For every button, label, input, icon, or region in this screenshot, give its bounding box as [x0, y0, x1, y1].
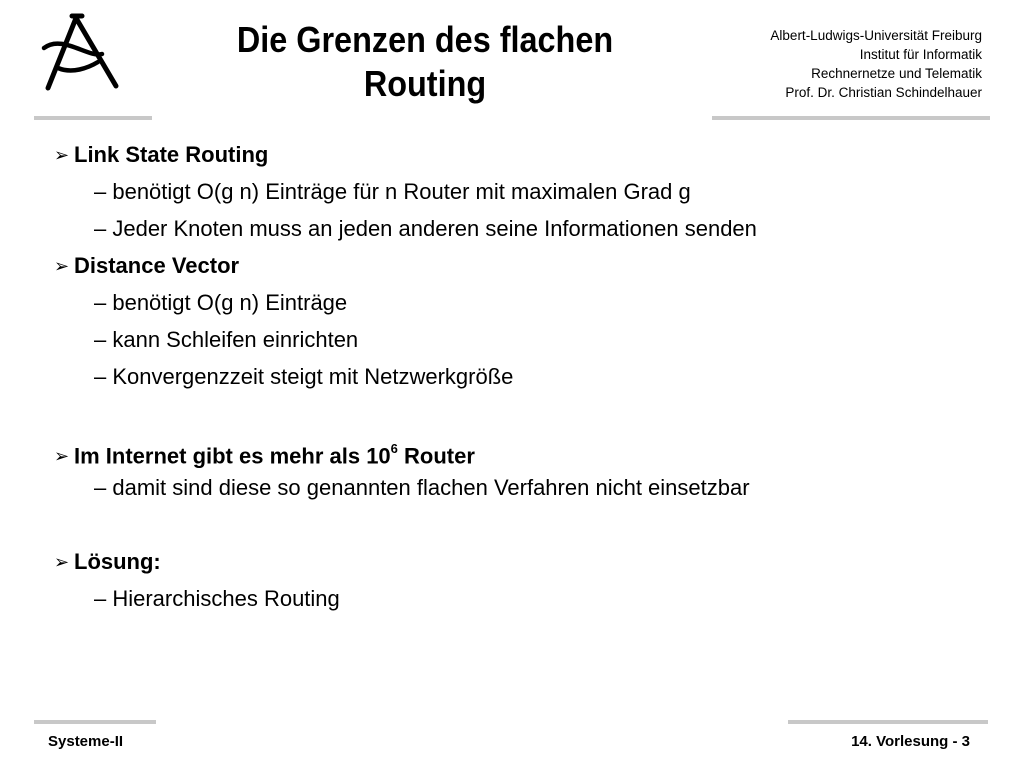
spacer	[54, 395, 994, 432]
footer-rule-left	[34, 720, 156, 724]
bullet-arrow-icon: ➢	[54, 145, 70, 165]
bullet-arrow-icon: ➢	[54, 256, 70, 276]
institution-line-4: Prof. Dr. Christian Schindelhauer	[785, 85, 982, 100]
institution-block	[770, 26, 982, 102]
title-line-1: Die Grenzen des flachen	[236, 19, 614, 60]
bullet-arrow-icon: ➢	[54, 446, 70, 467]
list-item: – kann Schleifen einrichten	[94, 327, 359, 352]
header-rule-right	[712, 116, 990, 120]
institution-line-3: Rechnernetze und Telematik	[811, 66, 982, 81]
section-heading-solution: ➢ Lösung:	[54, 543, 994, 580]
section-heading-internet: ➢ Im Internet gibt es mehr als $10^6$ Router	[54, 432, 994, 469]
list-item: – Konvergenzzeit steigt mit Netzwerkgröße	[94, 364, 514, 389]
section-heading-link-state: ➢ Link State Routing	[54, 136, 994, 173]
footer-course: Systeme-II	[48, 733, 124, 750]
list-item: – benötigt O(g n) Einträge für n Router mit maximalen Grad g	[94, 179, 691, 204]
slide-content	[54, 136, 994, 617]
institution-line-2: Institut für Informatik	[859, 47, 982, 62]
section-heading-distance-vector: ➢ Distance Vector	[54, 247, 994, 284]
institution-line-1: Albert-Ludwigs-Universität Freiburg	[770, 28, 982, 43]
bullet-arrow-icon: ➢	[54, 552, 70, 572]
slide-title	[196, 18, 655, 106]
title-line-2: Routing	[363, 63, 487, 104]
footer-page-number: 14. Vorlesung - 3	[851, 733, 970, 750]
list-item: – Hierarchisches Routing	[94, 586, 340, 611]
list-item: – Jeder Knoten muss an jeden anderen seine Informationen senden	[94, 216, 757, 241]
list-item: – benötigt O(g n) Einträge	[94, 290, 348, 315]
university-logo-icon	[30, 12, 122, 94]
footer-rule-right	[788, 720, 988, 724]
exponent: 6	[390, 441, 398, 456]
header-rule-left	[34, 116, 152, 120]
spacer	[54, 506, 994, 543]
list-item: – damit sind diese so genannten flachen Verfahren nicht einsetzbar	[94, 475, 750, 500]
